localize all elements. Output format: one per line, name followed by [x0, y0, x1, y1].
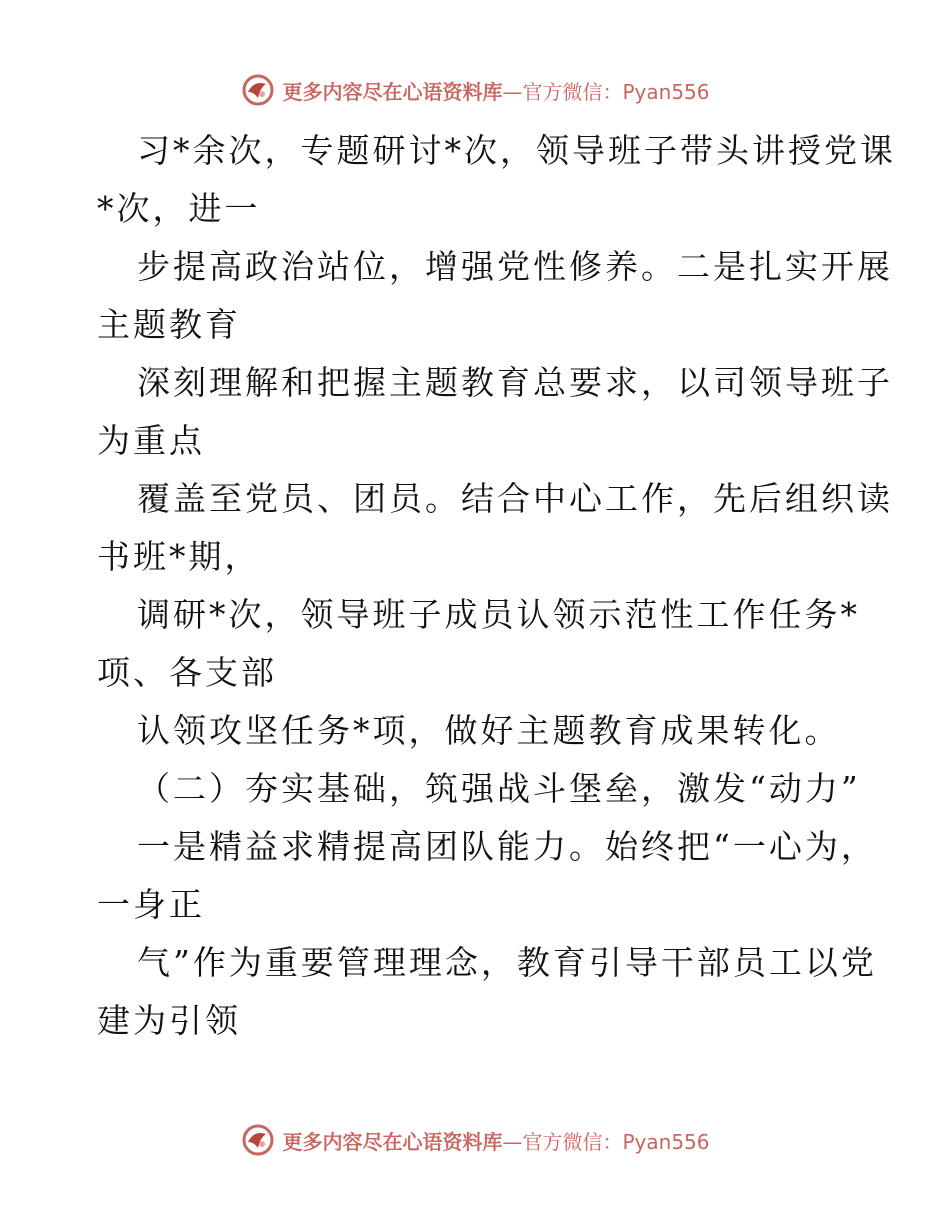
- banner-text: [282, 76, 709, 105]
- text-line: 习*余次，专题研讨*次，领导班子带头讲授党课: [137, 131, 896, 170]
- text-line: 步提高政治站位，增强党性修养。二是扎实开展: [137, 247, 893, 286]
- text-line: 书班*期，: [97, 537, 261, 576]
- section-heading: （二）夯实基础，筑强战斗堡垒，激发“动力”: [137, 769, 861, 808]
- banner-separator: —: [502, 79, 523, 104]
- text-line: 一是精益求精提高团队能力。始终把“一心为，: [137, 827, 877, 866]
- header-banner: [0, 70, 950, 110]
- banner-main-text: 更多内容尽在心语资料库: [282, 79, 503, 104]
- text-line: 调研*次，领导班子成员认领示范性工作任务*: [137, 595, 860, 634]
- footer-banner: [0, 1120, 950, 1160]
- banner-wechat-id: Pyan556: [622, 79, 710, 104]
- red-swirl-logo-icon: [240, 1122, 276, 1158]
- banner-wechat-label: 官方微信：: [522, 1129, 623, 1154]
- text-line: 一身正: [97, 885, 205, 924]
- text-line: 气”作为重要管理理念，教育引导干部员工以党: [137, 943, 877, 982]
- text-line: 深刻理解和把握主题教育总要求，以司领导班子: [137, 363, 893, 402]
- text-line: 项、各支部: [97, 653, 277, 692]
- text-line: 认领攻坚任务*项，做好主题教育成果转化。: [137, 711, 841, 750]
- banner-main-text: 更多内容尽在心语资料库: [282, 1129, 503, 1154]
- banner-text: [282, 1126, 709, 1155]
- text-line: 主题教育: [97, 305, 241, 344]
- text-line: 建为引领: [97, 1001, 241, 1040]
- text-line: 为重点: [97, 421, 205, 460]
- banner-wechat-id: Pyan556: [622, 1129, 710, 1154]
- red-swirl-logo-icon: [240, 72, 276, 108]
- banner-wechat-label: 官方微信：: [522, 79, 623, 104]
- text-line: 覆盖至党员、团员。结合中心工作，先后组织读: [137, 479, 893, 518]
- text-line: *次，进一: [97, 189, 261, 228]
- document-body: [97, 122, 896, 1050]
- banner-separator: —: [502, 1129, 523, 1154]
